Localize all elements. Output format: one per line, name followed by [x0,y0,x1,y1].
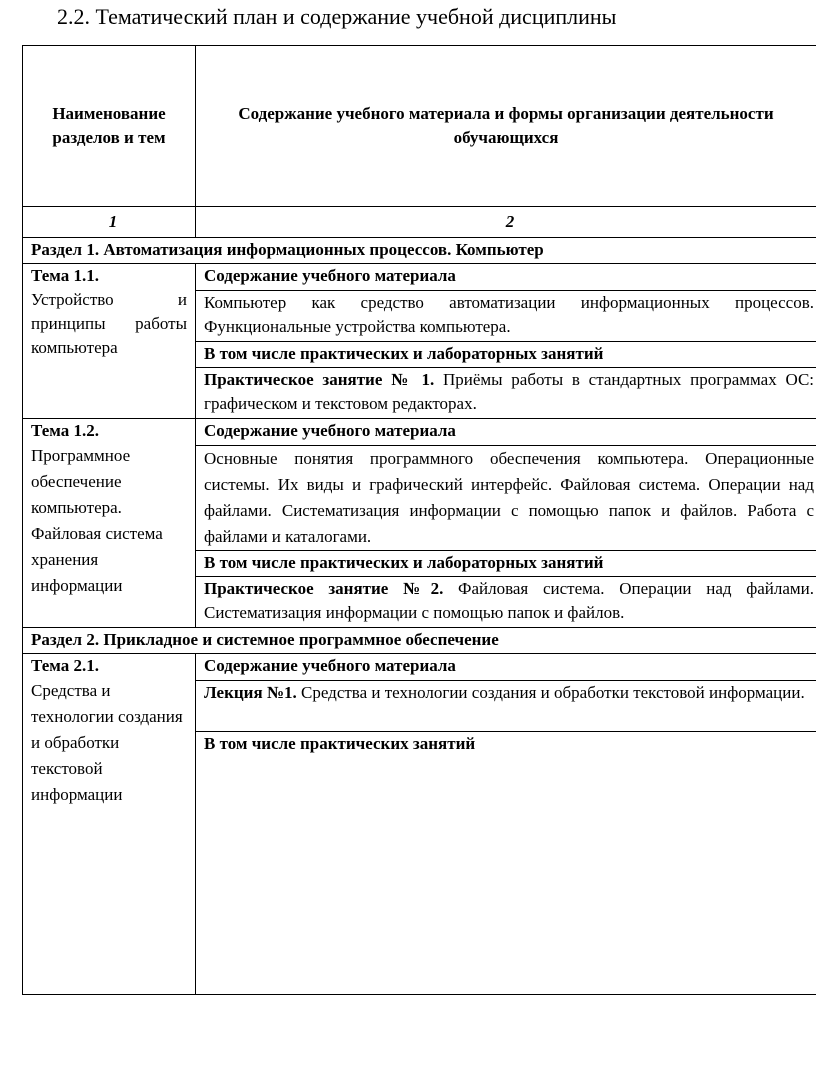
content-label: Содержание учебного материала [196,654,816,681]
topic-cell [23,654,196,995]
practice-text: Приёмы работы в стандартных программах ОС: графическом и текстовом редакторах. [204,370,814,413]
lecture-text: Средства и технологии создания и обработки текстовой информации. [296,683,805,702]
header-row [23,46,816,207]
practice-label: В том числе практических и лабораторных занятий [196,551,816,577]
header-col1: Наименование разделов и тем [23,46,196,207]
content-text: Компьютер как средство автоматизации информационных процессов. Функциональные устройства компьютера. [196,291,816,342]
section-row [23,628,816,654]
number-col1: 1 [23,207,196,238]
content-text: Основные понятия программного обеспечения компьютера. Операционные системы. Их виды и графический интерфейс. Файловая система. Операции над файлами. Систематизация информации с помощью папок и файлов. Работа с файлами и каталогами. [196,446,816,551]
practice-text: Файловая система. Операции над файлами. Систематизация информации с помощью папок и файлов. [204,579,815,622]
topic-name-line1: Устройство и [31,290,187,309]
header-col2: Содержание учебного материала и формы организации деятельности обучающихся [196,46,816,207]
number-col2: 2 [196,207,816,238]
table-row [23,419,816,446]
thematic-plan-table [22,45,816,995]
table-row [23,654,816,681]
topic-cell [23,264,196,419]
practice-label: В том числе практических занятий [196,732,816,995]
practice-cell [196,577,816,628]
section-row [23,238,816,264]
page-title: 2.2. Тематический план и содержание учебной дисциплины [57,4,617,29]
practice-cell [196,368,816,419]
topic-title: Тема 1.1. [31,266,99,285]
topic-name: Программное обеспечение компьютера. Файловая система хранения информации [31,446,163,595]
topic-name: Средства и технологии создания и обработки текстовой информации [31,681,183,804]
section1-title: Раздел 1. Автоматизация информационных процессов. Компьютер [23,238,816,264]
topic-title: Тема 2.1. [31,656,99,675]
lecture-number: Лекция №1. [204,683,297,702]
topic-cell [23,419,196,628]
number-row [23,207,816,238]
practice-number: Практическое занятие №2. [204,579,444,598]
practice-number: Практическое занятие № 1. [204,370,435,389]
topic-name: принципы работы компьютера [31,314,187,357]
table-row [23,264,816,291]
topic-title: Тема 1.2. [31,421,99,440]
practice-label: В том числе практических и лабораторных занятий [196,342,816,368]
content-label: Содержание учебного материала [196,264,816,291]
content-label: Содержание учебного материала [196,419,816,446]
section2-title: Раздел 2. Прикладное и системное программное обеспечение [23,628,816,654]
lecture-cell [196,681,816,732]
